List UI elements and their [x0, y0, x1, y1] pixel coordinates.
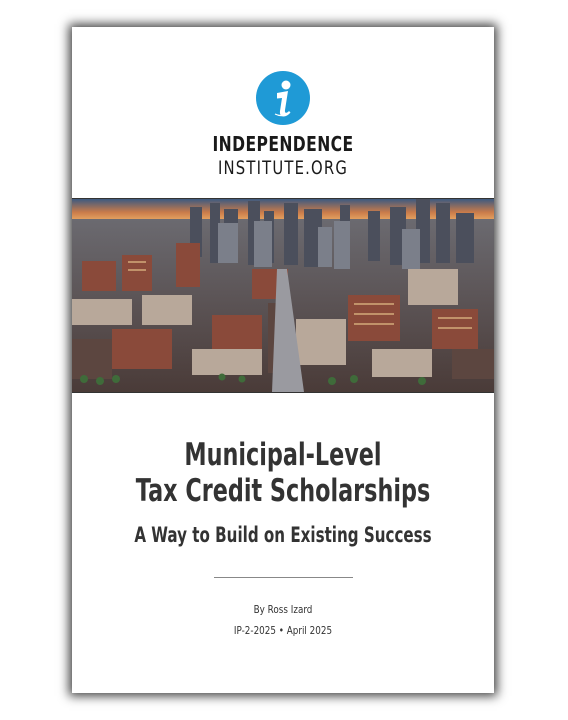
- subtitle: A Way to Build on Existing Success: [134, 523, 432, 547]
- city-skyline-photo: [72, 198, 494, 393]
- author-line: By Ross Izard: [253, 603, 313, 616]
- document-cover: [72, 27, 494, 693]
- title-line-2: Tax Credit Scholarships: [135, 473, 431, 509]
- title-line-1: Municipal-Level: [184, 437, 382, 473]
- brand-url: INSTITUTE.ORG: [218, 157, 348, 179]
- independence-logo-icon: [255, 70, 311, 126]
- brand-name: INDEPENDENCE: [212, 132, 354, 156]
- publication-info: IP-2-2025 • April 2025: [233, 624, 333, 637]
- divider: [214, 577, 353, 578]
